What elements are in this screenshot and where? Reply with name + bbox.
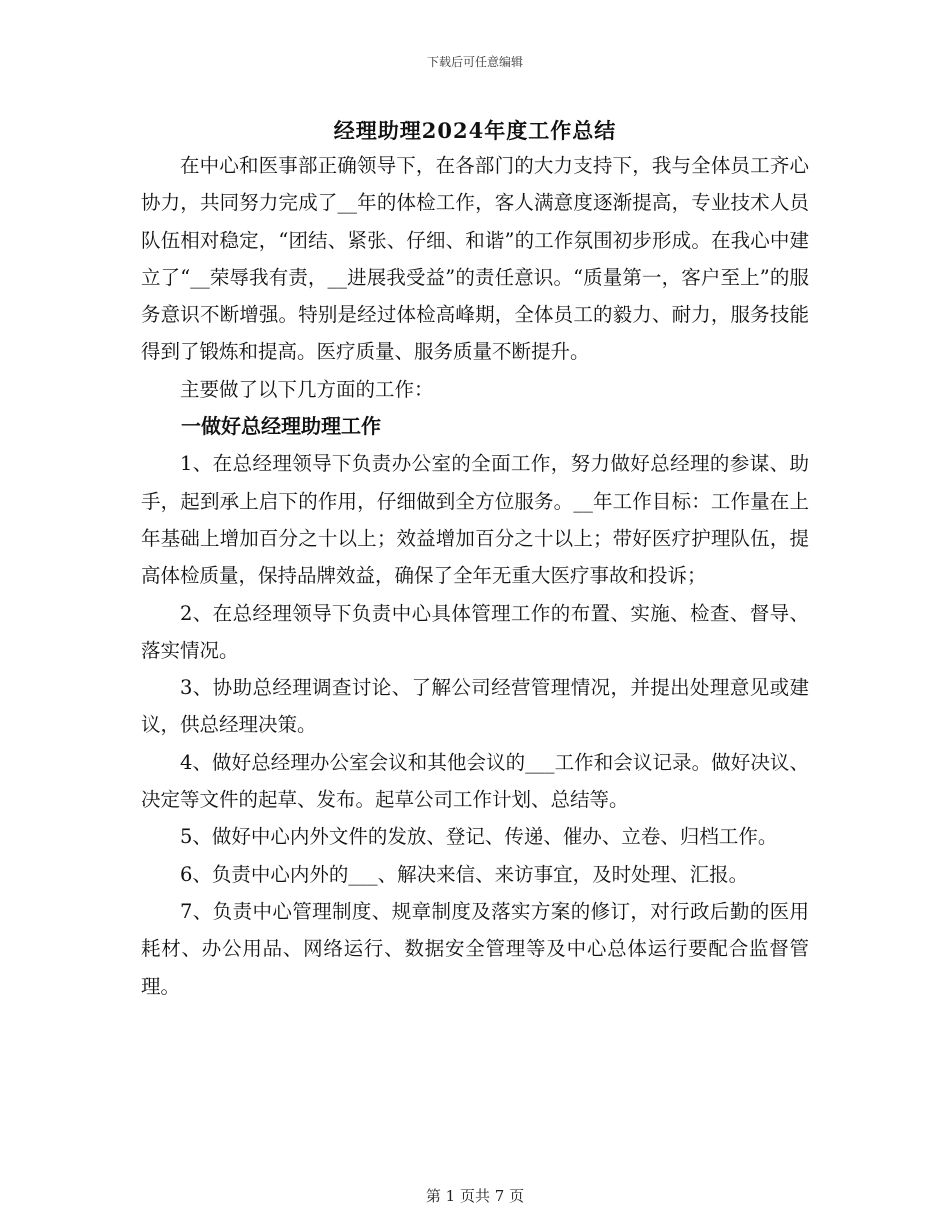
list-item: 4、做好总经理办公室会议和其他会议的___工作和会议记录。做好决议、决定等文件的起草、发布。起草公司工作计划、总结等。	[141, 750, 809, 812]
page-number: 第 1 页共 7 页	[425, 1187, 525, 1205]
list-item: 7、负责中心管理制度、规章制度及落实方案的修订，对行政后勤的医用耗材、办公用品、网络运行、数据安全管理等及中心总体运行要配合监督管理。	[141, 899, 809, 998]
page-header-note: 下载后可任意编辑	[426, 55, 523, 69]
list-item: 2、在总经理领导下负责中心具体管理工作的布置、实施、检查、督导、落实情况。	[141, 601, 809, 662]
list-item: 6、负责中心内外的___、解决来信、来访事宜，及时处理、汇报。	[180, 862, 749, 886]
section-heading: 一做好总经理助理工作	[181, 414, 381, 439]
list-item: 1、在总经理领导下负责办公室的全面工作，努力做好总经理的参谋、助手，起到承上启下的作用，仔细做到全方位服务。__年工作目标：工作量在上年基础上增加百分之十以上；效益增加百分之十以上；带好医疗护理队伍，提高体检质量，保持品牌效益，确保了全年无重大医疗事故和投诉；	[141, 452, 809, 588]
list-item: 5、做好中心内外文件的发放、登记、传递、催办、立卷、归档工作。	[180, 825, 778, 849]
intro-paragraph: 在中心和医事部正确领导下，在各部门的大力支持下，我与全体员工齐心协力，共同努力完成了__年的体检工作，客人满意度逐渐提高，专业技术人员队伍相对稳定，“团结、紧张、仔细、和谐”的工作氛围初步形成。在我心中建立了“__荣辱我有责，__进展我受益”的责任意识。“质量第一，客户至上”的服务意识不断增强。特别是经过体检高峰期，全体员工的毅力、耐力，服务技能得到了锻炼和提高。医疗质量、服务质量不断提升。	[141, 154, 809, 364]
document-body	[141, 147, 809, 1005]
lead-paragraph: 主要做了以下几方面的工作：	[180, 377, 434, 401]
list-item: 3、协助总经理调查讨论、了解公司经营管理情况，并提出处理意见或建议，供总经理决策。	[141, 676, 809, 737]
document-title: 经理助理2024年度工作总结	[333, 118, 617, 143]
